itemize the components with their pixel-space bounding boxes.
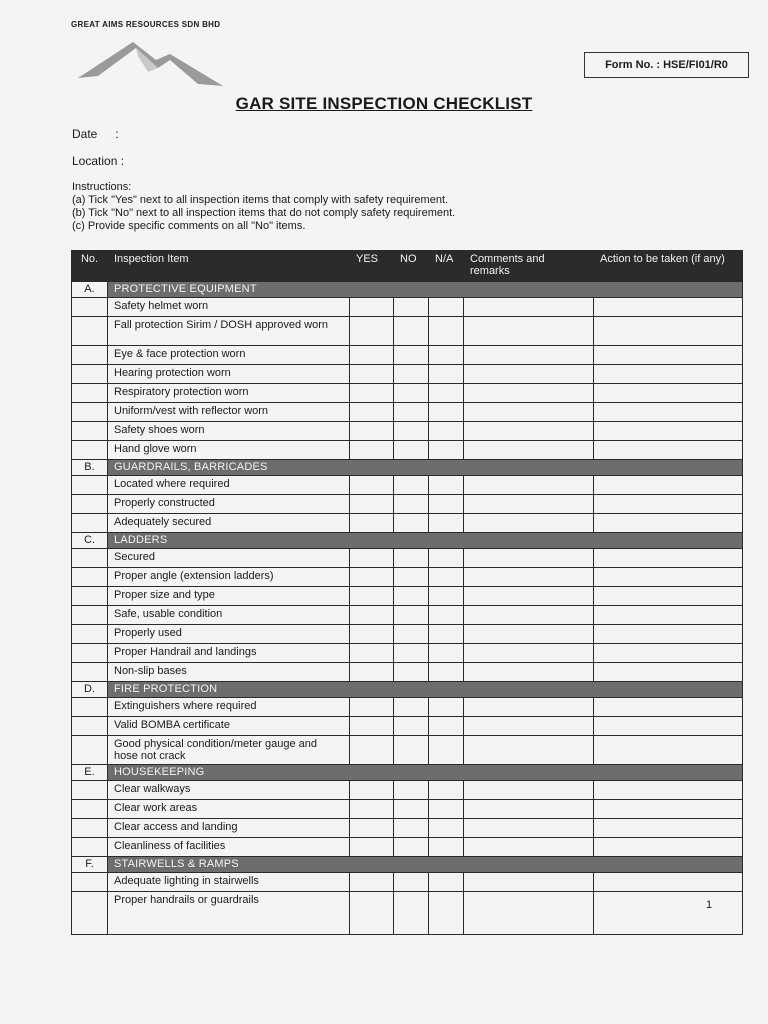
comments-cell[interactable] <box>464 819 594 838</box>
no-checkbox-cell[interactable] <box>394 476 429 495</box>
row-number-cell <box>72 698 108 717</box>
no-checkbox-cell[interactable] <box>394 422 429 441</box>
checklist-row <box>72 346 743 365</box>
inspection-item: Properly constructed <box>108 495 350 514</box>
yes-checkbox-cell[interactable] <box>350 644 394 663</box>
comments-cell[interactable] <box>464 514 594 533</box>
no-checkbox-cell[interactable] <box>394 403 429 422</box>
company-name: GREAT AIMS RESOURCES SDN BHD <box>71 20 221 29</box>
na-checkbox-cell[interactable] <box>429 800 464 819</box>
na-checkbox-cell[interactable] <box>429 663 464 682</box>
col-header-comments: Comments and remarks <box>464 251 594 282</box>
comments-cell[interactable] <box>464 625 594 644</box>
action-cell[interactable] <box>594 384 743 403</box>
no-checkbox-cell[interactable] <box>394 317 429 346</box>
checklist-row <box>72 568 743 587</box>
na-checkbox-cell[interactable] <box>429 514 464 533</box>
action-cell[interactable] <box>594 838 743 857</box>
inspection-item: Cleanliness of facilities <box>108 838 350 857</box>
no-checkbox-cell[interactable] <box>394 663 429 682</box>
page-number: 1 <box>706 899 713 911</box>
no-checkbox-cell[interactable] <box>394 365 429 384</box>
col-header-na: N/A <box>429 251 464 282</box>
inspection-item: Good physical condition/meter gauge and hose not crack <box>108 736 350 765</box>
checklist-row <box>72 800 743 819</box>
inspection-item: Proper size and type <box>108 587 350 606</box>
yes-checkbox-cell[interactable] <box>350 365 394 384</box>
na-checkbox-cell[interactable] <box>429 317 464 346</box>
inspection-table <box>71 250 743 935</box>
comments-cell[interactable] <box>464 698 594 717</box>
row-number-cell <box>72 403 108 422</box>
page-title-wrap <box>0 94 768 114</box>
comments-cell[interactable] <box>464 587 594 606</box>
comments-cell[interactable] <box>464 298 594 317</box>
row-number-cell <box>72 781 108 800</box>
yes-checkbox-cell[interactable] <box>350 403 394 422</box>
row-number-cell <box>72 441 108 460</box>
row-number-cell <box>72 819 108 838</box>
checklist-row <box>72 819 743 838</box>
action-cell[interactable] <box>594 892 743 935</box>
na-checkbox-cell[interactable] <box>429 587 464 606</box>
location-label: Location : <box>72 154 125 168</box>
inspection-item: Safety helmet worn <box>108 298 350 317</box>
row-number-cell <box>72 717 108 736</box>
form-number: Form No. : HSE/FI01/R0 <box>584 52 749 78</box>
yes-checkbox-cell[interactable] <box>350 736 394 765</box>
yes-checkbox-cell[interactable] <box>350 606 394 625</box>
checklist-row <box>72 549 743 568</box>
row-number-cell <box>72 892 108 935</box>
na-checkbox-cell[interactable] <box>429 717 464 736</box>
row-number-cell <box>72 838 108 857</box>
checklist-row <box>72 514 743 533</box>
na-checkbox-cell[interactable] <box>429 873 464 892</box>
na-checkbox-cell[interactable] <box>429 476 464 495</box>
section-letter: E. <box>72 765 108 781</box>
no-checkbox-cell[interactable] <box>394 606 429 625</box>
yes-checkbox-cell[interactable] <box>350 587 394 606</box>
yes-checkbox-cell[interactable] <box>350 298 394 317</box>
checklist-row <box>72 365 743 384</box>
section-title: GUARDRAILS, BARRICADES <box>108 460 743 476</box>
inspection-item: Secured <box>108 549 350 568</box>
row-number-cell <box>72 587 108 606</box>
checklist-row <box>72 317 743 346</box>
inspection-item: Adequately secured <box>108 514 350 533</box>
section-row <box>72 857 743 873</box>
action-cell[interactable] <box>594 625 743 644</box>
row-number-cell <box>72 384 108 403</box>
comments-cell[interactable] <box>464 663 594 682</box>
section-letter: F. <box>72 857 108 873</box>
action-cell[interactable] <box>594 587 743 606</box>
instruction-b: (b) Tick "No" next to all inspection items that do not comply safety requirement. <box>72 207 456 219</box>
na-checkbox-cell[interactable] <box>429 495 464 514</box>
checklist-row <box>72 495 743 514</box>
row-number-cell <box>72 317 108 346</box>
inspection-item: Eye & face protection worn <box>108 346 350 365</box>
inspection-item: Properly used <box>108 625 350 644</box>
col-header-action: Action to be taken (if any) <box>594 251 743 282</box>
yes-checkbox-cell[interactable] <box>350 625 394 644</box>
row-number-cell <box>72 298 108 317</box>
inspection-item: Adequate lighting in stairwells <box>108 873 350 892</box>
no-checkbox-cell[interactable] <box>394 587 429 606</box>
yes-checkbox-cell[interactable] <box>350 317 394 346</box>
yes-checkbox-cell[interactable] <box>350 422 394 441</box>
row-number-cell <box>72 644 108 663</box>
na-checkbox-cell[interactable] <box>429 819 464 838</box>
table-body <box>72 282 743 935</box>
checklist-row <box>72 384 743 403</box>
no-checkbox-cell[interactable] <box>394 568 429 587</box>
inspection-item: Respiratory protection worn <box>108 384 350 403</box>
section-title: LADDERS <box>108 533 743 549</box>
na-checkbox-cell[interactable] <box>429 422 464 441</box>
date-field <box>72 127 119 141</box>
page-title: GAR SITE INSPECTION CHECKLIST <box>235 94 533 113</box>
yes-checkbox-cell[interactable] <box>350 568 394 587</box>
checklist-row <box>72 298 743 317</box>
row-number-cell <box>72 663 108 682</box>
section-row <box>72 282 743 298</box>
no-checkbox-cell[interactable] <box>394 736 429 765</box>
row-number-cell <box>72 346 108 365</box>
section-title: PROTECTIVE EQUIPMENT <box>108 282 743 298</box>
comments-cell[interactable] <box>464 644 594 663</box>
checklist-row <box>72 663 743 682</box>
na-checkbox-cell[interactable] <box>429 736 464 765</box>
checklist-row <box>72 403 743 422</box>
action-cell[interactable] <box>594 873 743 892</box>
section-letter: D. <box>72 682 108 698</box>
comments-cell[interactable] <box>464 441 594 460</box>
table-header-row <box>72 251 743 282</box>
action-cell[interactable] <box>594 441 743 460</box>
no-checkbox-cell[interactable] <box>394 698 429 717</box>
inspection-item: Hearing protection worn <box>108 365 350 384</box>
yes-checkbox-cell[interactable] <box>350 384 394 403</box>
yes-checkbox-cell[interactable] <box>350 346 394 365</box>
company-logo <box>78 38 223 88</box>
checklist-row <box>72 476 743 495</box>
comments-cell[interactable] <box>464 568 594 587</box>
action-cell[interactable] <box>594 819 743 838</box>
no-checkbox-cell[interactable] <box>394 892 429 935</box>
checklist-row <box>72 717 743 736</box>
yes-checkbox-cell[interactable] <box>350 663 394 682</box>
checklist-row <box>72 644 743 663</box>
section-row <box>72 533 743 549</box>
row-number-cell <box>72 476 108 495</box>
action-cell[interactable] <box>594 476 743 495</box>
yes-checkbox-cell[interactable] <box>350 514 394 533</box>
na-checkbox-cell[interactable] <box>429 838 464 857</box>
instruction-c: (c) Provide specific comments on all "No" items. <box>72 220 306 232</box>
instruction-a: (a) Tick "Yes" next to all inspection items that comply with safety requirement. <box>72 194 449 206</box>
comments-cell[interactable] <box>464 403 594 422</box>
action-cell[interactable] <box>594 422 743 441</box>
na-checkbox-cell[interactable] <box>429 606 464 625</box>
row-number-cell <box>72 873 108 892</box>
no-checkbox-cell[interactable] <box>394 549 429 568</box>
action-cell[interactable] <box>594 606 743 625</box>
action-cell[interactable] <box>594 317 743 346</box>
na-checkbox-cell[interactable] <box>429 781 464 800</box>
inspection-item: Proper Handrail and landings <box>108 644 350 663</box>
section-letter: A. <box>72 282 108 298</box>
yes-checkbox-cell[interactable] <box>350 495 394 514</box>
action-cell[interactable] <box>594 298 743 317</box>
checklist-row <box>72 441 743 460</box>
checklist-row <box>72 587 743 606</box>
comments-cell[interactable] <box>464 800 594 819</box>
action-cell[interactable] <box>594 800 743 819</box>
section-title: FIRE PROTECTION <box>108 682 743 698</box>
inspection-item: Proper angle (extension ladders) <box>108 568 350 587</box>
inspection-item: Proper handrails or guardrails <box>108 892 350 935</box>
inspection-item: Safety shoes worn <box>108 422 350 441</box>
date-label: Date <box>72 127 98 141</box>
yes-checkbox-cell[interactable] <box>350 838 394 857</box>
action-cell[interactable] <box>594 514 743 533</box>
inspection-item: Uniform/vest with reflector worn <box>108 403 350 422</box>
checklist-row <box>72 873 743 892</box>
action-cell[interactable] <box>594 736 743 765</box>
section-title: STAIRWELLS & RAMPS <box>108 857 743 873</box>
checklist-row <box>72 698 743 717</box>
yes-checkbox-cell[interactable] <box>350 892 394 935</box>
section-row <box>72 682 743 698</box>
no-checkbox-cell[interactable] <box>394 495 429 514</box>
inspection-item: Clear access and landing <box>108 819 350 838</box>
no-checkbox-cell[interactable] <box>394 873 429 892</box>
comments-cell[interactable] <box>464 549 594 568</box>
yes-checkbox-cell[interactable] <box>350 873 394 892</box>
col-header-no: No. <box>72 251 108 282</box>
instructions-heading: Instructions: <box>72 181 132 193</box>
inspection-item: Non-slip bases <box>108 663 350 682</box>
checklist-row <box>72 781 743 800</box>
no-checkbox-cell[interactable] <box>394 346 429 365</box>
yes-checkbox-cell[interactable] <box>350 698 394 717</box>
no-checkbox-cell[interactable] <box>394 781 429 800</box>
inspection-item: Valid BOMBA certificate <box>108 717 350 736</box>
comments-cell[interactable] <box>464 606 594 625</box>
action-cell[interactable] <box>594 568 743 587</box>
na-checkbox-cell[interactable] <box>429 403 464 422</box>
na-checkbox-cell[interactable] <box>429 441 464 460</box>
row-number-cell <box>72 625 108 644</box>
col-header-item: Inspection Item <box>108 251 350 282</box>
row-number-cell <box>72 365 108 384</box>
col-header-no-col: NO <box>394 251 429 282</box>
row-number-cell <box>72 422 108 441</box>
yes-checkbox-cell[interactable] <box>350 549 394 568</box>
comments-cell[interactable] <box>464 873 594 892</box>
date-separator: : <box>115 127 119 141</box>
inspection-item: Located where required <box>108 476 350 495</box>
inspection-item: Extinguishers where required <box>108 698 350 717</box>
yes-checkbox-cell[interactable] <box>350 717 394 736</box>
instructions <box>72 181 455 233</box>
inspection-item: Fall protection Sirim / DOSH approved worn <box>108 317 350 346</box>
checklist-row <box>72 838 743 857</box>
comments-cell[interactable] <box>464 346 594 365</box>
no-checkbox-cell[interactable] <box>394 625 429 644</box>
no-checkbox-cell[interactable] <box>394 514 429 533</box>
no-checkbox-cell[interactable] <box>394 838 429 857</box>
col-header-yes: YES <box>350 251 394 282</box>
section-row <box>72 460 743 476</box>
inspection-item: Clear walkways <box>108 781 350 800</box>
na-checkbox-cell[interactable] <box>429 625 464 644</box>
comments-cell[interactable] <box>464 365 594 384</box>
no-checkbox-cell[interactable] <box>394 384 429 403</box>
checklist-row <box>72 625 743 644</box>
inspection-item: Safe, usable condition <box>108 606 350 625</box>
action-cell[interactable] <box>594 717 743 736</box>
row-number-cell <box>72 549 108 568</box>
comments-cell[interactable] <box>464 892 594 935</box>
comments-cell[interactable] <box>464 838 594 857</box>
action-cell[interactable] <box>594 663 743 682</box>
section-row <box>72 765 743 781</box>
na-checkbox-cell[interactable] <box>429 298 464 317</box>
na-checkbox-cell[interactable] <box>429 698 464 717</box>
action-cell[interactable] <box>594 495 743 514</box>
yes-checkbox-cell[interactable] <box>350 441 394 460</box>
comments-cell[interactable] <box>464 717 594 736</box>
comments-cell[interactable] <box>464 317 594 346</box>
row-number-cell <box>72 606 108 625</box>
yes-checkbox-cell[interactable] <box>350 819 394 838</box>
na-checkbox-cell[interactable] <box>429 644 464 663</box>
no-checkbox-cell[interactable] <box>394 717 429 736</box>
na-checkbox-cell[interactable] <box>429 365 464 384</box>
action-cell[interactable] <box>594 644 743 663</box>
comments-cell[interactable] <box>464 736 594 765</box>
checklist-row <box>72 892 743 935</box>
row-number-cell <box>72 800 108 819</box>
action-cell[interactable] <box>594 698 743 717</box>
checklist-row <box>72 422 743 441</box>
no-checkbox-cell[interactable] <box>394 441 429 460</box>
comments-cell[interactable] <box>464 781 594 800</box>
section-letter: B. <box>72 460 108 476</box>
checklist-row <box>72 736 743 765</box>
comments-cell[interactable] <box>464 384 594 403</box>
action-cell[interactable] <box>594 403 743 422</box>
no-checkbox-cell[interactable] <box>394 298 429 317</box>
na-checkbox-cell[interactable] <box>429 892 464 935</box>
row-number-cell <box>72 514 108 533</box>
row-number-cell <box>72 736 108 765</box>
na-checkbox-cell[interactable] <box>429 568 464 587</box>
action-cell[interactable] <box>594 549 743 568</box>
row-number-cell <box>72 568 108 587</box>
location-field <box>72 154 124 168</box>
na-checkbox-cell[interactable] <box>429 346 464 365</box>
comments-cell[interactable] <box>464 476 594 495</box>
na-checkbox-cell[interactable] <box>429 549 464 568</box>
yes-checkbox-cell[interactable] <box>350 476 394 495</box>
yes-checkbox-cell[interactable] <box>350 800 394 819</box>
action-cell[interactable] <box>594 346 743 365</box>
no-checkbox-cell[interactable] <box>394 819 429 838</box>
inspection-item: Clear work areas <box>108 800 350 819</box>
comments-cell[interactable] <box>464 495 594 514</box>
na-checkbox-cell[interactable] <box>429 384 464 403</box>
section-letter: C. <box>72 533 108 549</box>
inspection-item: Hand glove worn <box>108 441 350 460</box>
section-title: HOUSEKEEPING <box>108 765 743 781</box>
comments-cell[interactable] <box>464 422 594 441</box>
yes-checkbox-cell[interactable] <box>350 781 394 800</box>
action-cell[interactable] <box>594 365 743 384</box>
row-number-cell <box>72 495 108 514</box>
action-cell[interactable] <box>594 781 743 800</box>
no-checkbox-cell[interactable] <box>394 644 429 663</box>
no-checkbox-cell[interactable] <box>394 800 429 819</box>
checklist-row <box>72 606 743 625</box>
